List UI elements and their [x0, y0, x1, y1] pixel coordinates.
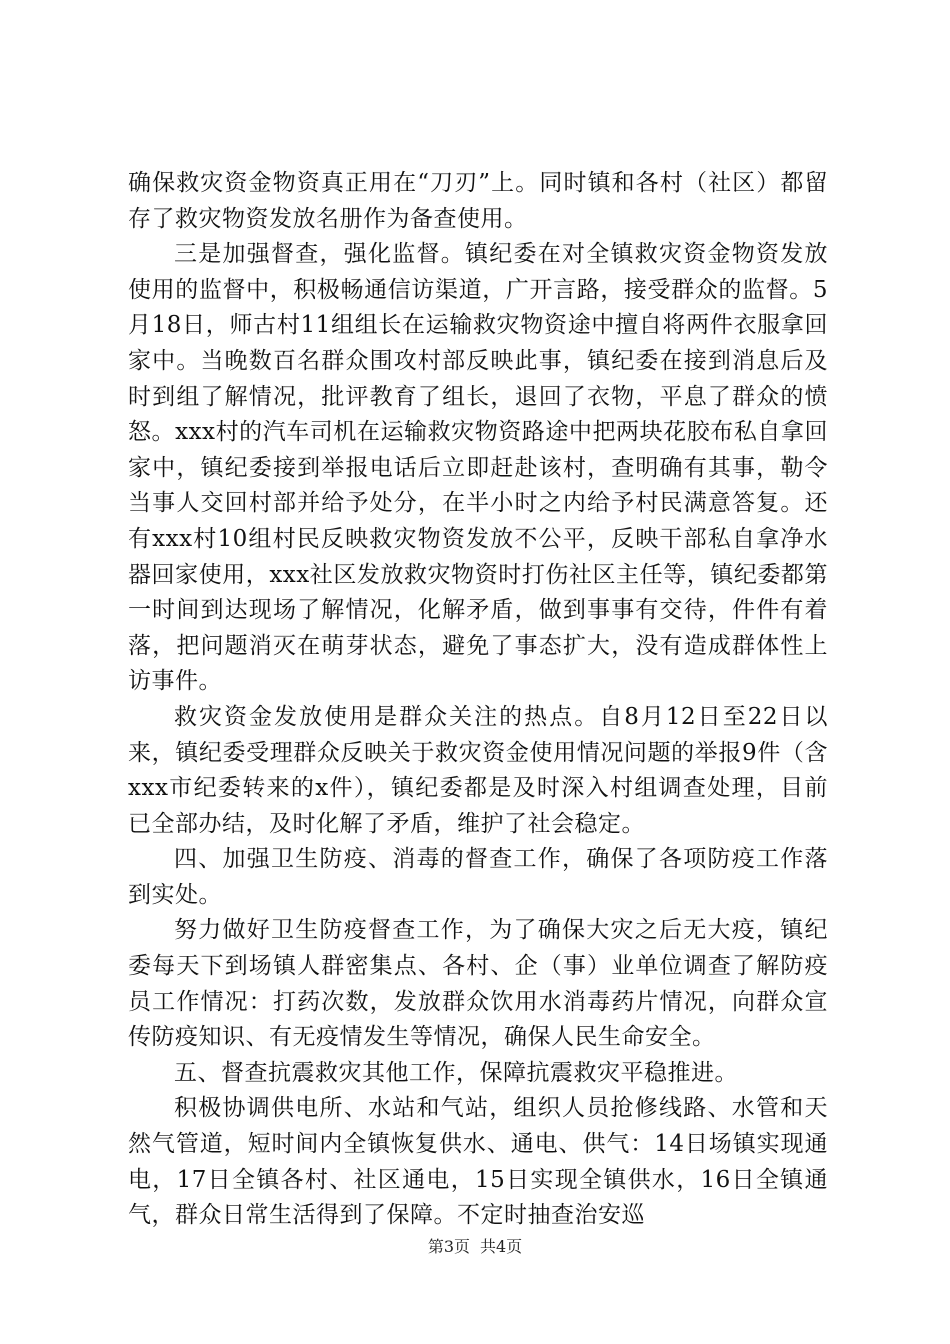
document-body [128, 166, 828, 1234]
page-footer [0, 1234, 950, 1257]
paragraph-relief-funds: 救灾资金发放使用是群众关注的热点。自8月12日至22日以来，镇纪委受理群众反映关于救灾资金使用情况问题的举报9件（含xxx市纪委转来的x件），镇纪委都是及时深入村组调查处理，目前已全部办结，及时化解了矛盾，维护了社会稳定。 [128, 703, 828, 837]
paragraph-continuation: 确保救灾资金物资真正用在“刀刃”上。同时镇和各村（社区）都留存了救灾物资发放名册作为备查使用。 [128, 170, 828, 232]
paragraph-utilities: 积极协调供电所、水站和气站，组织人员抢修线路、水管和天然气管道，短时间内全镇恢复供水、通电、供气：14日场镇实现通电，17日全镇各村、社区通电，15日实现全镇供水，16日全镇通气，群众日常生活得到了保障。不定时抽查治安巡 [128, 1095, 828, 1229]
page-number: 第3页 [427, 1237, 470, 1256]
heading-epidemic-prevention: 四、加强卫生防疫、消毒的督查工作，确保了各项防疫工作落到实处。 [128, 846, 828, 908]
page-total: 共4页 [480, 1237, 523, 1256]
paragraph-epidemic-prevention: 努力做好卫生防疫督查工作，为了确保大灾之后无大疫，镇纪委每天下到场镇人群密集点、各村、企（事）业单位调查了解防疫员工作情况：打药次数，发放群众饮用水消毒药片情况，向群众宣传防疫知识、有无疫情发生等情况，确保人民生命安全。 [128, 917, 828, 1051]
heading-other-work: 五、督查抗震救灾其他工作，保障抗震救灾平稳推进。 [174, 1059, 738, 1086]
paragraph-supervision: 三是加强督查，强化监督。镇纪委在对全镇救灾资金物资发放使用的监督中，积极畅通信访渠道，广开言路，接受群众的监督。5月18日，师古村11组组长在运输救灾物资途中擅自将两件衣服拿回家中。当晚数百名群众围攻村部反映此事，镇纪委在接到消息后及时到组了解情况，批评教育了组长，退回了衣物，平息了群众的愤怒。xxx村的汽车司机在运输救灾物资路途中把两块花胶布私自拿回家中，镇纪委接到举报电话后立即赶赴该村，查明确有其事，勒令当事人交回村部并给予处分，在半小时之内给予村民满意答复。还有xxx村10组村民反映救灾物资发放不公平，反映干部私自拿净水器回家使用，xxx社区发放救灾物资时打伤社区主任等，镇纪委都第一时间到达现场了解情况，化解矛盾，做到事事有交待，件件有着落，把问题消灭在萌芽状态，避免了事态扩大，没有造成群体性上访事件。 [128, 241, 828, 695]
